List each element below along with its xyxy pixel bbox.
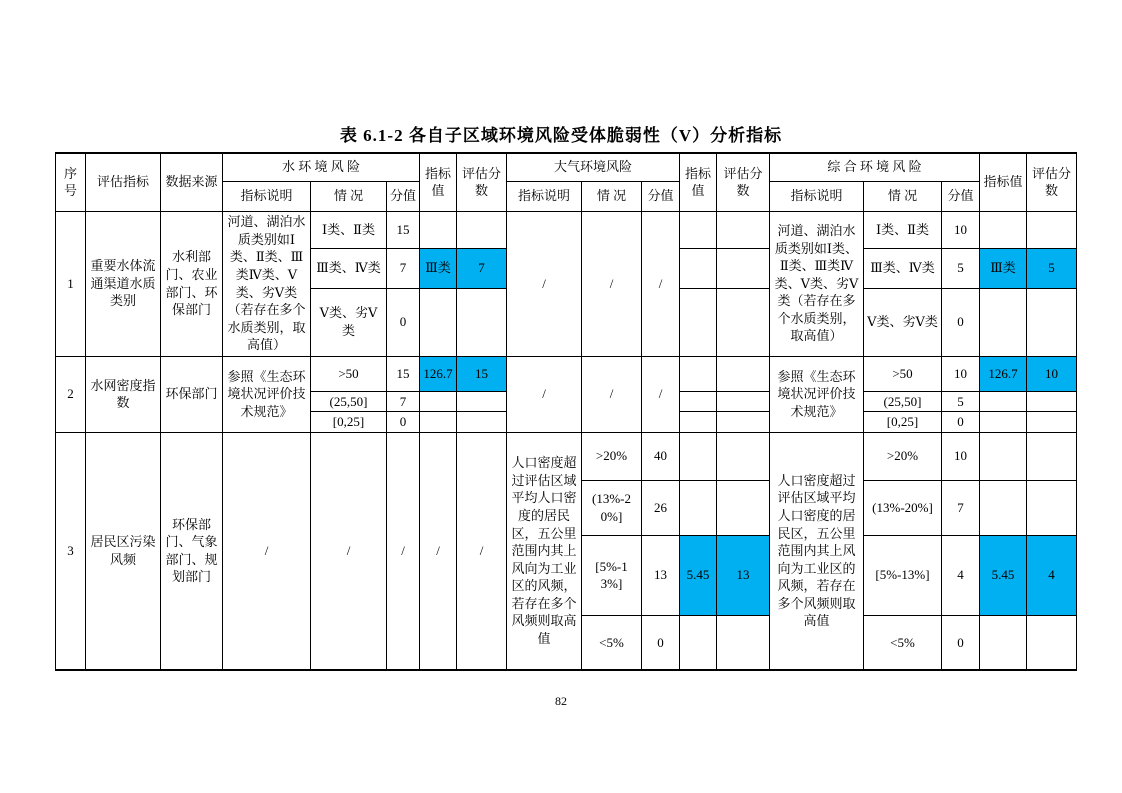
r2-air-value-0 bbox=[680, 356, 717, 391]
header-air-situation: 情 况 bbox=[582, 181, 642, 211]
r3-air-score-1: 26 bbox=[642, 480, 680, 535]
r3-air-assess-0 bbox=[717, 432, 770, 480]
r2-comp-score-2: 0 bbox=[942, 412, 980, 433]
r3-comp-value-3 bbox=[980, 615, 1027, 670]
r3-comp-assess-0 bbox=[1027, 432, 1077, 480]
r2-water-situation-2: [0,25] bbox=[311, 412, 387, 433]
r3-no: 3 bbox=[56, 432, 86, 670]
r1-air-score: / bbox=[642, 211, 680, 356]
header-air-score: 分值 bbox=[642, 181, 680, 211]
r1-water-situation-2: Ⅴ类、劣Ⅴ类 bbox=[311, 288, 387, 356]
r1-water-desc: 河道、湖泊水质类别如Ⅰ类、Ⅱ类、Ⅲ类Ⅳ类、Ⅴ类、劣Ⅴ类（若存在多个水质类别，取高值） bbox=[223, 211, 311, 356]
r3-air-score-3: 0 bbox=[642, 615, 680, 670]
r3-air-situation-0: >20% bbox=[582, 432, 642, 480]
r1-comp-assess-2 bbox=[1027, 288, 1077, 356]
r1-no: 1 bbox=[56, 211, 86, 356]
r3-comp-score-2: 4 bbox=[942, 535, 980, 615]
r3-water-value: / bbox=[420, 432, 457, 670]
header-water-situation: 情 况 bbox=[311, 181, 387, 211]
header-comp-score: 分值 bbox=[942, 181, 980, 211]
r1-air-value-2 bbox=[680, 288, 717, 356]
r3-air-assess-1 bbox=[717, 480, 770, 535]
header-water-value: 指标值 bbox=[420, 153, 457, 211]
header-air-group: 大气环境风险 bbox=[507, 153, 680, 181]
r2-water-situation-0: >50 bbox=[311, 356, 387, 391]
r1-air-desc: / bbox=[507, 211, 582, 356]
r3-comp-score-0: 10 bbox=[942, 432, 980, 480]
r3-comp-score-1: 7 bbox=[942, 480, 980, 535]
r3-air-assess-3 bbox=[717, 615, 770, 670]
r3-air-score-0: 40 bbox=[642, 432, 680, 480]
r2-air-assess-2 bbox=[717, 412, 770, 433]
r2-comp-score-1: 5 bbox=[942, 391, 980, 412]
r2-air-assess-1 bbox=[717, 391, 770, 412]
r3-water-situation: / bbox=[311, 432, 387, 670]
r1-comp-score-0: 10 bbox=[942, 211, 980, 248]
r1-water-assess-0 bbox=[457, 211, 507, 248]
header-indicator: 评估指标 bbox=[86, 153, 161, 211]
r1-water-assess-2 bbox=[457, 288, 507, 356]
r1-air-value-1 bbox=[680, 248, 717, 288]
r1-air-situation: / bbox=[582, 211, 642, 356]
r1-comp-situation-1: Ⅲ类、Ⅳ类 bbox=[864, 248, 942, 288]
r3-air-desc: 人口密度超过评估区域平均人口密度的居民区，五公里范围内其上风向为工业区的风频，若存在多个风频则取高值 bbox=[507, 432, 582, 670]
header-comp-group: 综 合 环 境 风 险 bbox=[770, 153, 980, 181]
r2-water-situation-1: (25,50] bbox=[311, 391, 387, 412]
r3-air-situation-3: <5% bbox=[582, 615, 642, 670]
header-comp-value: 指标值 bbox=[980, 153, 1027, 211]
r2-air-value-2 bbox=[680, 412, 717, 433]
r1-water-value-1: Ⅲ类 bbox=[420, 248, 457, 288]
r3-air-situation-2: [5%-13%] bbox=[582, 535, 642, 615]
header-water-assess: 评估分数 bbox=[457, 153, 507, 211]
r1-air-value-0 bbox=[680, 211, 717, 248]
r3-comp-value-2: 5.45 bbox=[980, 535, 1027, 615]
r3-comp-assess-2: 4 bbox=[1027, 535, 1077, 615]
r3-comp-score-3: 0 bbox=[942, 615, 980, 670]
r2-comp-score-0: 10 bbox=[942, 356, 980, 391]
r3-air-value-3 bbox=[680, 615, 717, 670]
header-comp-assess: 评估分数 bbox=[1027, 153, 1077, 211]
r1-water-situation-1: Ⅲ类、Ⅳ类 bbox=[311, 248, 387, 288]
r2-water-value-2 bbox=[420, 412, 457, 433]
r1-air-assess-1 bbox=[717, 248, 770, 288]
r3-air-value-2: 5.45 bbox=[680, 535, 717, 615]
r1-comp-assess-0 bbox=[1027, 211, 1077, 248]
r2-indicator: 水网密度指数 bbox=[86, 356, 161, 432]
r1-comp-assess-1: 5 bbox=[1027, 248, 1077, 288]
r1-water-value-2 bbox=[420, 288, 457, 356]
r3-water-assess: / bbox=[457, 432, 507, 670]
r1-comp-score-1: 5 bbox=[942, 248, 980, 288]
r1-comp-value-0 bbox=[980, 211, 1027, 248]
r3-comp-situation-1: (13%-20%] bbox=[864, 480, 942, 535]
r1-indicator: 重要水体流通渠道水质类别 bbox=[86, 211, 161, 356]
r2-air-situation: / bbox=[582, 356, 642, 432]
r1-comp-score-2: 0 bbox=[942, 288, 980, 356]
r1-water-situation-0: Ⅰ类、Ⅱ类 bbox=[311, 211, 387, 248]
r2-air-value-1 bbox=[680, 391, 717, 412]
r3-air-score-2: 13 bbox=[642, 535, 680, 615]
r1-water-score-1: 7 bbox=[387, 248, 420, 288]
page-number: 82 bbox=[555, 694, 567, 708]
header-water-group: 水 环 境 风 险 bbox=[223, 153, 420, 181]
r3-air-situation-1: (13%-20%] bbox=[582, 480, 642, 535]
r2-air-assess-0 bbox=[717, 356, 770, 391]
r3-source: 环保部门、气象部门、规划部门 bbox=[161, 432, 223, 670]
r2-comp-assess-2 bbox=[1027, 412, 1077, 433]
header-water-desc: 指标说明 bbox=[223, 181, 311, 211]
r3-comp-situation-2: [5%-13%] bbox=[864, 535, 942, 615]
r2-comp-assess-0: 10 bbox=[1027, 356, 1077, 391]
vulnerability-indicator-table bbox=[55, 152, 1077, 671]
header-source: 数据来源 bbox=[161, 153, 223, 211]
header-comp-situation: 情 况 bbox=[864, 181, 942, 211]
r2-comp-value-0: 126.7 bbox=[980, 356, 1027, 391]
header-no: 序号 bbox=[56, 153, 86, 211]
r3-air-value-0 bbox=[680, 432, 717, 480]
r3-comp-value-0 bbox=[980, 432, 1027, 480]
r2-water-value-0: 126.7 bbox=[420, 356, 457, 391]
r3-comp-assess-1 bbox=[1027, 480, 1077, 535]
r2-water-value-1 bbox=[420, 391, 457, 412]
header-water-score: 分值 bbox=[387, 181, 420, 211]
header-air-desc: 指标说明 bbox=[507, 181, 582, 211]
r3-indicator: 居民区污染风频 bbox=[86, 432, 161, 670]
r2-water-score-1: 7 bbox=[387, 391, 420, 412]
r3-water-desc: / bbox=[223, 432, 311, 670]
r2-water-assess-1 bbox=[457, 391, 507, 412]
r2-air-desc: / bbox=[507, 356, 582, 432]
r2-no: 2 bbox=[56, 356, 86, 432]
r3-comp-value-1 bbox=[980, 480, 1027, 535]
r2-comp-situation-0: >50 bbox=[864, 356, 942, 391]
r3-comp-assess-3 bbox=[1027, 615, 1077, 670]
r2-comp-desc: 参照《生态环境状况评价技术规范》 bbox=[770, 356, 864, 432]
r1-comp-value-2 bbox=[980, 288, 1027, 356]
r3-air-value-1 bbox=[680, 480, 717, 535]
r2-comp-situation-2: [0,25] bbox=[864, 412, 942, 433]
r1-water-assess-1: 7 bbox=[457, 248, 507, 288]
header-air-assess: 评估分数 bbox=[717, 153, 770, 211]
r3-air-assess-2: 13 bbox=[717, 535, 770, 615]
r1-source: 水利部门、农业部门、环保部门 bbox=[161, 211, 223, 356]
r2-comp-value-1 bbox=[980, 391, 1027, 412]
r1-water-value-0 bbox=[420, 211, 457, 248]
r2-comp-assess-1 bbox=[1027, 391, 1077, 412]
r3-comp-desc: 人口密度超过评估区域平均人口密度的居民区，五公里范围内其上风向为工业区的风频，若存在多个风频则取高值 bbox=[770, 432, 864, 670]
header-comp-desc: 指标说明 bbox=[770, 181, 864, 211]
r1-comp-situation-0: Ⅰ类、Ⅱ类 bbox=[864, 211, 942, 248]
r1-water-score-2: 0 bbox=[387, 288, 420, 356]
r2-water-desc: 参照《生态环境状况评价技术规范》 bbox=[223, 356, 311, 432]
r2-water-assess-2 bbox=[457, 412, 507, 433]
r2-air-score: / bbox=[642, 356, 680, 432]
r3-water-score: / bbox=[387, 432, 420, 670]
table-title: 表 6.1-2 各自子区域环境风险受体脆弱性（V）分析指标 bbox=[339, 126, 783, 145]
header-air-value: 指标值 bbox=[680, 153, 717, 211]
r1-comp-value-1: Ⅲ类 bbox=[980, 248, 1027, 288]
r3-comp-situation-0: >20% bbox=[864, 432, 942, 480]
r1-water-score-0: 15 bbox=[387, 211, 420, 248]
r1-air-assess-0 bbox=[717, 211, 770, 248]
r1-comp-desc: 河道、湖泊水质类别如Ⅰ类、Ⅱ类、Ⅲ类Ⅳ类、Ⅴ类、劣Ⅴ类（若存在多个水质类别，取高值） bbox=[770, 211, 864, 356]
r1-air-assess-2 bbox=[717, 288, 770, 356]
r2-water-score-2: 0 bbox=[387, 412, 420, 433]
r3-comp-situation-3: <5% bbox=[864, 615, 942, 670]
r2-comp-situation-1: (25,50] bbox=[864, 391, 942, 412]
r2-water-assess-0: 15 bbox=[457, 356, 507, 391]
r2-water-score-0: 15 bbox=[387, 356, 420, 391]
r2-comp-value-2 bbox=[980, 412, 1027, 433]
r1-comp-situation-2: Ⅴ类、劣Ⅴ类 bbox=[864, 288, 942, 356]
r2-source: 环保部门 bbox=[161, 356, 223, 432]
